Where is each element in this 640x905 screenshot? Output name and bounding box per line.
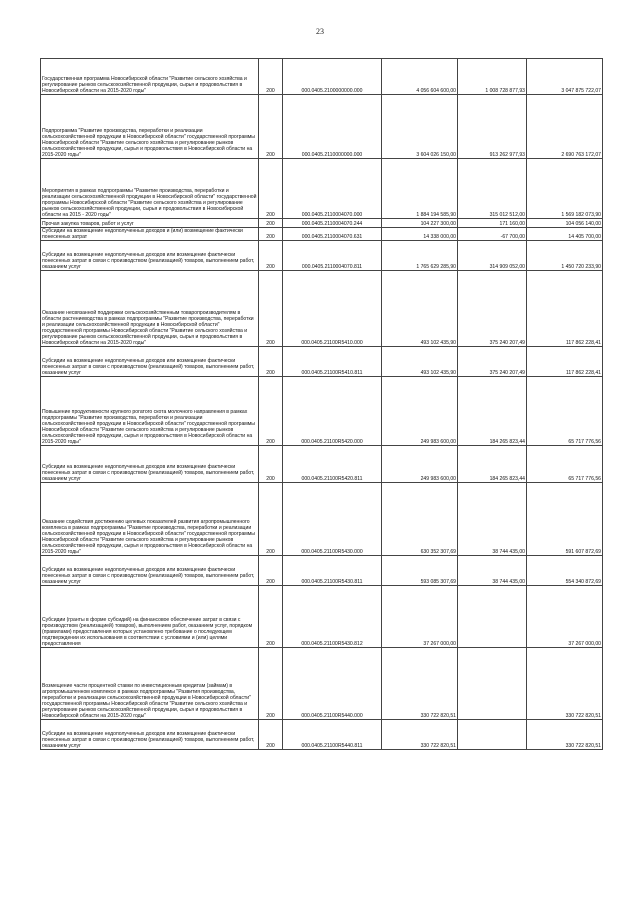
unexecuted-amount-cell: 37 267 000,00 — [527, 586, 603, 648]
approved-appropriations-cell: 330 722 820,51 — [382, 720, 458, 750]
table-row — [41, 271, 603, 347]
approved-appropriations-cell: 249 983 600,00 — [382, 446, 458, 483]
unexecuted-amount-cell: 1 450 720 233,90 — [527, 241, 603, 271]
expense-name-cell: Субсидии (гранты в форме субсидий) на финансовое обеспечение затрат в связи с производством (реализацией) товаров), выполнением работ, оказанием услуг, порядком (правилами) предоставления которых установлено требование о последующем подтверждении их использования в соответствии с условиями и (или) целями предоставления — [41, 586, 259, 648]
line-code-cell: 200 — [259, 377, 283, 446]
approved-appropriations-cell: 249 983 600,00 — [382, 377, 458, 446]
budget-classification-code-cell: 000.0405.2110004070.000 — [283, 159, 382, 219]
line-code-cell: 200 — [259, 483, 283, 556]
executed-amount-cell: -67 700,00 — [458, 228, 527, 241]
table-row — [41, 720, 603, 750]
executed-amount-cell: 375 240 207,49 — [458, 271, 527, 347]
budget-classification-code-cell: 000.0405.21100R5430.000 — [283, 483, 382, 556]
line-code-cell: 200 — [259, 159, 283, 219]
table-row — [41, 556, 603, 586]
unexecuted-amount-cell: 1 569 182 073,90 — [527, 159, 603, 219]
approved-appropriations-cell: 104 227 300,00 — [382, 219, 458, 228]
approved-appropriations-cell: 1 884 194 585,90 — [382, 159, 458, 219]
line-code-cell: 200 — [259, 219, 283, 228]
approved-appropriations-cell: 493 102 435,90 — [382, 271, 458, 347]
expense-name-cell: Повышение продуктивности крупного рогатого скота молочного направления в рамках подпрограммы "Развитие производства, переработки и реализации сельскохозяйственной продукции в Новосибирской области" государственной программы Новосибирской области "Развитие сельского хозяйства и регулирование рынков сельскохозяйственной продукции, сырья и продовольствия в Новосибирской области на 2015-2020 годы" — [41, 377, 259, 446]
executed-amount-cell — [458, 648, 527, 720]
table-row — [41, 483, 603, 556]
approved-appropriations-cell: 14 338 000,00 — [382, 228, 458, 241]
table-row — [41, 241, 603, 271]
unexecuted-amount-cell: 330 722 820,51 — [527, 648, 603, 720]
approved-appropriations-cell: 4 056 604 600,00 — [382, 59, 458, 95]
expense-name-cell: Субсидии на возмещение недополученных доходов или возмещение фактически понесенных затрат в связи с производством (реализацией) товаров, выполнением работ, оказанием услуг — [41, 446, 259, 483]
line-code-cell: 200 — [259, 720, 283, 750]
unexecuted-amount-cell: 117 862 228,41 — [527, 271, 603, 347]
table-row — [41, 377, 603, 446]
approved-appropriations-cell: 1 765 629 285,90 — [382, 241, 458, 271]
table-row — [41, 446, 603, 483]
expense-name-cell: Прочая закупка товаров, работ и услуг — [41, 219, 259, 228]
executed-amount-cell: 171 160,00 — [458, 219, 527, 228]
executed-amount-cell — [458, 586, 527, 648]
unexecuted-amount-cell: 65 717 776,56 — [527, 377, 603, 446]
approved-appropriations-cell: 3 604 026 150,00 — [382, 95, 458, 159]
budget-classification-code-cell: 000.0405.21100R5410.000 — [283, 271, 382, 347]
unexecuted-amount-cell: 330 722 820,51 — [527, 720, 603, 750]
line-code-cell: 200 — [259, 228, 283, 241]
budget-classification-code-cell: 000.0405.2110004070.631 — [283, 228, 382, 241]
table-row — [41, 347, 603, 377]
expense-name-cell: Субсидии на возмещение недополученных доходов или возмещение фактически понесенных затрат в связи с производством (реализацией) товаров, выполнением работ, оказанием услуг — [41, 347, 259, 377]
table-row — [41, 648, 603, 720]
budget-classification-code-cell: 000.0405.21100R5430.811 — [283, 556, 382, 586]
approved-appropriations-cell: 330 722 820,51 — [382, 648, 458, 720]
approved-appropriations-cell: 493 102 435,90 — [382, 347, 458, 377]
executed-amount-cell: 184 265 823,44 — [458, 377, 527, 446]
executed-amount-cell: 314 909 052,00 — [458, 241, 527, 271]
expense-name-cell: Подпрограмма "Развитие производства, переработки и реализации сельскохозяйственной продукции в Новосибирской области" государственной программы Новосибирской области "Развитие сельского хозяйства и регулирование рынков сельскохозяйственной продукции, сырья и продовольствия в Новосибирской области на 2015-2020 годы" — [41, 95, 259, 159]
approved-appropriations-cell: 593 085 307,69 — [382, 556, 458, 586]
executed-amount-cell: 913 262 977,93 — [458, 95, 527, 159]
expense-name-cell: Возмещение части процентной ставки по инвестиционным кредитам (займам) в агропромышленном комплексе в рамках подпрограммы "Развития производства, переработки и реализации сельскохозяйственной продукции в Новосибирской области" государственной программы Новосибирской области "Развитие сельского хозяйства и регулирование рынков сельскохозяйственной продукции, сырья и продовольствия в Новосибирской области на 2015-2020 годы" — [41, 648, 259, 720]
line-code-cell: 200 — [259, 446, 283, 483]
expense-name-cell: Субсидии на возмещение недополученных доходов или возмещение фактически понесенных затрат в связи с производством (реализацией) товаров, выполнением работ, оказанием услуг — [41, 241, 259, 271]
line-code-cell: 200 — [259, 347, 283, 377]
unexecuted-amount-cell: 14 405 700,00 — [527, 228, 603, 241]
expense-name-cell: Мероприятия в рамках подпрограммы "Развитие производства, переработки и реализации сельскохозяйственной продукции в Новосибирской области" государственной программы Новосибирской области "Развитие сельского хозяйства и регулирование рынков сельскохозяйственной продукции, сырья и продовольствия в Новосибирской области на 2015 - 2020 годы" — [41, 159, 259, 219]
unexecuted-amount-cell: 3 047 875 722,07 — [527, 59, 603, 95]
executed-amount-cell: 38 744 435,00 — [458, 556, 527, 586]
budget-classification-code-cell: 000.0405.2110004070.811 — [283, 241, 382, 271]
line-code-cell: 200 — [259, 648, 283, 720]
budget-classification-code-cell: 000.0405.2110000000.000 — [283, 95, 382, 159]
budget-execution-table — [40, 58, 603, 750]
unexecuted-amount-cell: 65 717 776,56 — [527, 446, 603, 483]
executed-amount-cell — [458, 720, 527, 750]
unexecuted-amount-cell: 117 862 228,41 — [527, 347, 603, 377]
budget-classification-code-cell: 000.0405.21100R5440.000 — [283, 648, 382, 720]
line-code-cell: 200 — [259, 586, 283, 648]
table-row — [41, 159, 603, 219]
budget-classification-code-cell: 000.0405.21100R5420.811 — [283, 446, 382, 483]
expense-name-cell: Субсидии на возмещение недополученных доходов или возмещение фактически понесенных затрат в связи с производством (реализацией) товаров, выполнением работ, оказанием услуг — [41, 556, 259, 586]
expense-name-cell: Государственная программа Новосибирской области "Развитие сельского хозяйства и регулирование рынков сельскохозяйственной продукции, сырья и продовольствия в Новосибирской области на 2015-2020 годы" — [41, 59, 259, 95]
unexecuted-amount-cell: 104 056 140,00 — [527, 219, 603, 228]
unexecuted-amount-cell: 554 340 872,69 — [527, 556, 603, 586]
expense-name-cell: Субсидии на возмещение недополученных доходов или возмещение фактически понесенных затрат в связи с производством (реализацией) товаров, выполнением работ, оказанием услуг — [41, 720, 259, 750]
line-code-cell: 200 — [259, 271, 283, 347]
unexecuted-amount-cell: 2 690 763 172,07 — [527, 95, 603, 159]
budget-classification-code-cell: 000.0405.21100R5420.000 — [283, 377, 382, 446]
executed-amount-cell: 375 240 207,49 — [458, 347, 527, 377]
table-row — [41, 95, 603, 159]
executed-amount-cell: 315 012 512,00 — [458, 159, 527, 219]
executed-amount-cell: 184 265 823,44 — [458, 446, 527, 483]
budget-classification-code-cell: 000.0405.2110004070.244 — [283, 219, 382, 228]
approved-appropriations-cell: 37 267 000,00 — [382, 586, 458, 648]
executed-amount-cell: 1 008 728 877,93 — [458, 59, 527, 95]
budget-classification-code-cell: 000.0405.21100R5430.812 — [283, 586, 382, 648]
table-row — [41, 228, 603, 241]
budget-classification-code-cell: 000.0405.21100R5440.811 — [283, 720, 382, 750]
table-row — [41, 59, 603, 95]
page-number: 23 — [316, 27, 324, 36]
budget-classification-code-cell: 000.0405.2100000000.000 — [283, 59, 382, 95]
expense-name-cell: Субсидии на возмещение недополученных доходов и (или) возмещение фактически понесенных затрат — [41, 228, 259, 241]
unexecuted-amount-cell: 591 607 872,69 — [527, 483, 603, 556]
executed-amount-cell: 38 744 435,00 — [458, 483, 527, 556]
table-row — [41, 586, 603, 648]
table-row — [41, 219, 603, 228]
line-code-cell: 200 — [259, 95, 283, 159]
expense-name-cell: Оказание содействия достижению целевых показателей развития агропромышленного комплекса в рамках подпрограммы "Развитие производства, переработки и реализации сельскохозяйственной продукции в Новосибирской области" государственной программы Новосибирской области "Развитие сельского хозяйства и регулирование рынков сельскохозяйственной продукции, сырья и продовольствия в Новосибирской области на 2015-2020 годы" — [41, 483, 259, 556]
line-code-cell: 200 — [259, 556, 283, 586]
approved-appropriations-cell: 630 352 307,69 — [382, 483, 458, 556]
expense-name-cell: Оказание несвязанной поддержки сельскохозяйственным товаропроизводителям в области растениеводства в рамках подпрограммы "Развитие производства, переработки и реализации сельскохозяйственной продукции в Новосибирской области" государственной программы Новосибирской области "Развитие сельского хозяйства и регулирование рынков сельскохозяйственной продукции, сырья и продовольствия в Новосибирской области на 2015-2020 годы" — [41, 271, 259, 347]
line-code-cell: 200 — [259, 59, 283, 95]
line-code-cell: 200 — [259, 241, 283, 271]
budget-classification-code-cell: 000.0405.21100R5410.811 — [283, 347, 382, 377]
